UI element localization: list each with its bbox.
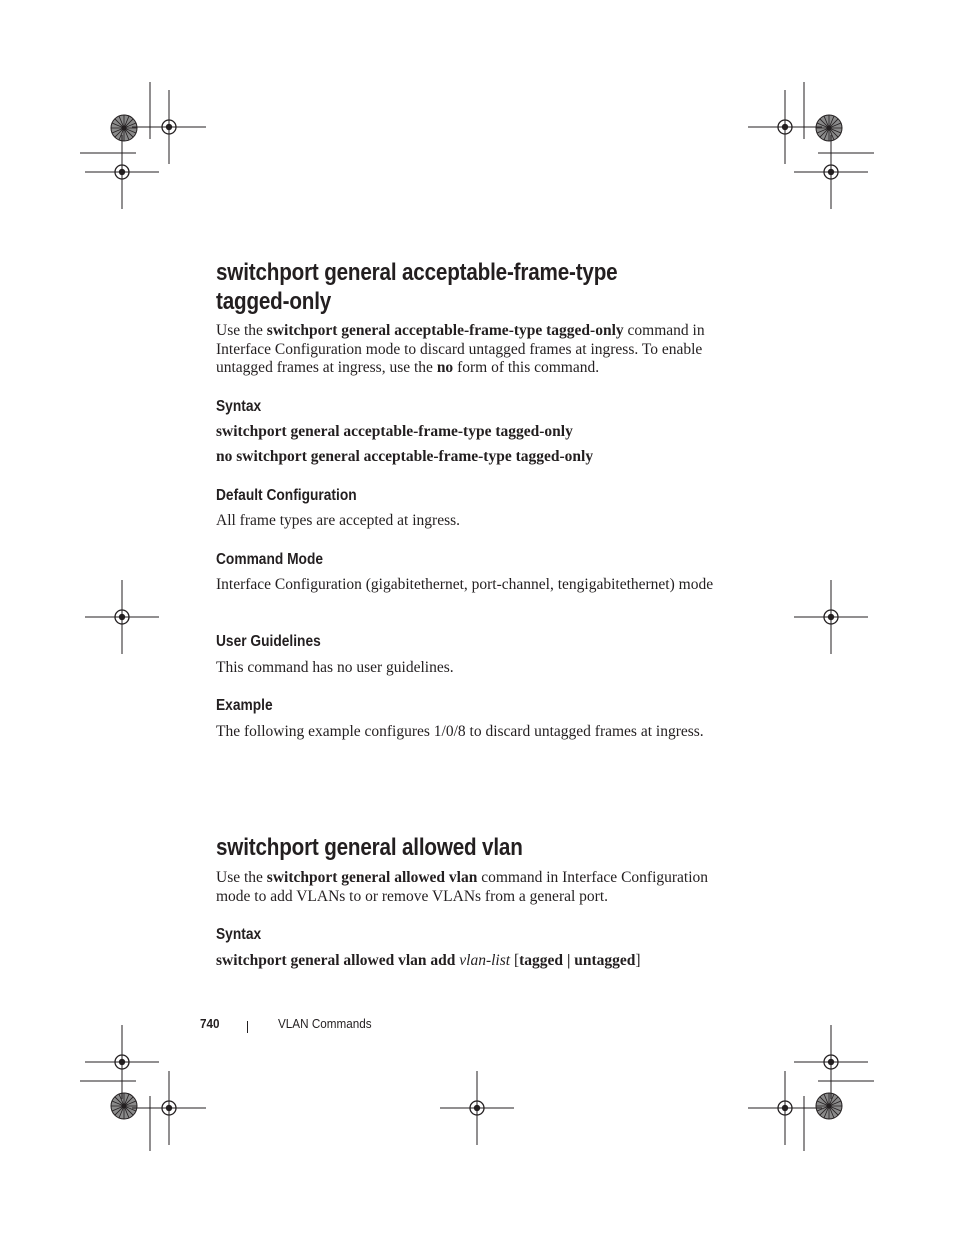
intro-text: command in Interface Configuration mode to discard untagged frames at ingress. To enable untagged frames at ingress, use the — [216, 322, 705, 377]
page-number: 740 — [200, 1016, 220, 1031]
user-guidelines-text: This command has no user guidelines. — [216, 659, 454, 676]
syntax-pipe: | — [563, 952, 575, 969]
user-guidelines-heading: User Guidelines — [216, 633, 321, 650]
example-heading: Example — [216, 697, 273, 714]
intro-text: Use the — [216, 869, 267, 886]
section2-intro — [216, 869, 721, 906]
intro-text: form of this command. — [453, 359, 600, 377]
command-mode-text: Interface Configuration (gigabitethernet, port-channel, tengigabitethernet) mode — [216, 576, 714, 593]
syntax-line — [216, 448, 736, 467]
section2-title: switchport general allowed vlan — [216, 834, 523, 861]
section1-syntax-heading: Syntax — [216, 398, 262, 415]
intro-text: Use the — [216, 322, 267, 339]
footer-section-name: VLAN Commands — [278, 1016, 372, 1031]
syntax-line — [216, 952, 736, 971]
syntax-option: tagged — [519, 952, 564, 969]
page-footer — [0, 1016, 954, 1036]
command-mode-heading: Command Mode — [216, 551, 324, 568]
section1-intro — [216, 322, 716, 378]
syntax-argument: vlan-list — [459, 952, 511, 969]
syntax-command: switchport general allowed vlan add — [216, 952, 460, 969]
syntax-command: switchport general acceptable-frame-type tagged-only — [216, 423, 573, 440]
default-config-heading: Default Configuration — [216, 487, 357, 504]
section1-title-line1: switchport general acceptable-frame-type — [216, 259, 618, 286]
syntax-line — [216, 423, 736, 442]
syntax-option: untagged — [574, 952, 636, 969]
section1-title-line2: tagged-only — [216, 288, 332, 315]
syntax-bracket: [ — [510, 952, 520, 969]
default-config-text: All frame types are accepted at ingress. — [216, 512, 461, 529]
footer-divider — [247, 1021, 248, 1033]
section2-syntax-heading: Syntax — [216, 926, 262, 943]
command-name: switchport general allowed vlan — [266, 869, 478, 886]
command-name: switchport general acceptable-frame-type tagged-only — [266, 322, 624, 339]
syntax-bracket: ] — [635, 952, 641, 969]
example-text: The following example configures 1/0/8 to discard untagged frames at ingress. — [216, 723, 704, 740]
no-keyword: no — [436, 359, 454, 377]
syntax-command: no switchport general acceptable-frame-type tagged-only — [216, 448, 594, 465]
intro-text: command in Interface Configuration mode to add VLANs to or remove VLANs from a general port. — [216, 869, 709, 905]
